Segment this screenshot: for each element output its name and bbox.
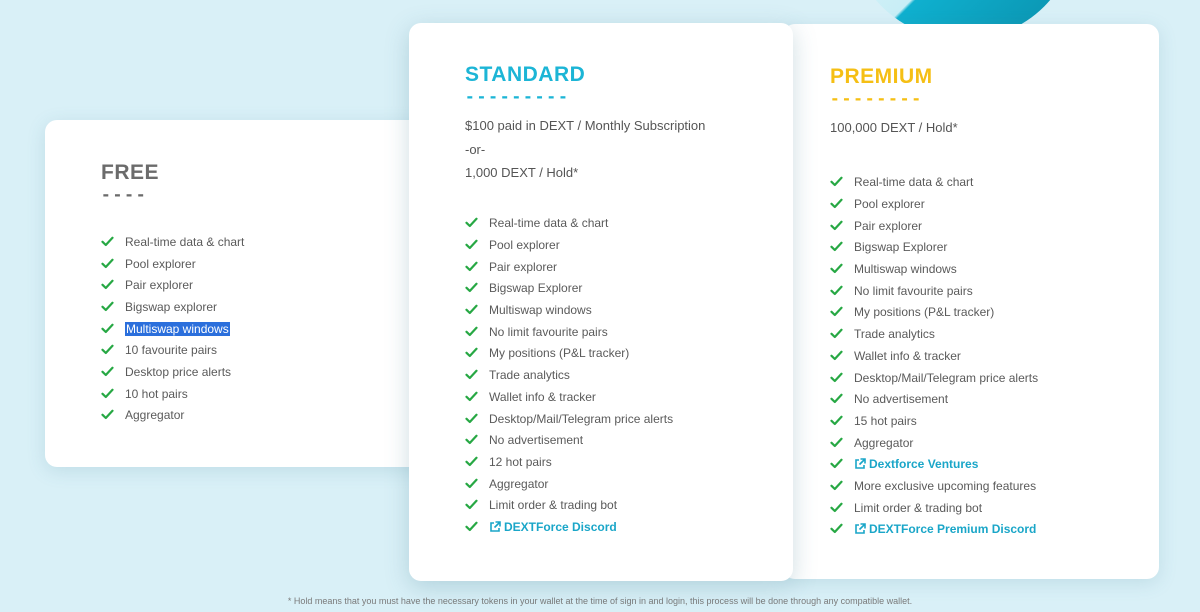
dextforce-premium-discord-label: DEXTForce Premium Discord	[869, 522, 1037, 537]
check-icon	[101, 409, 125, 421]
list-item	[830, 497, 1159, 519]
external-link-icon	[854, 523, 866, 535]
check-icon	[830, 176, 854, 188]
feature-label: Real-time data & chart	[489, 216, 609, 231]
feature-label: Pool explorer	[489, 238, 560, 253]
plan-title-standard: STANDARD	[465, 63, 586, 86]
check-icon	[465, 456, 489, 468]
list-item	[830, 323, 1159, 345]
check-icon	[830, 198, 854, 210]
list-item	[465, 364, 793, 386]
check-icon	[465, 434, 489, 446]
feature-label: Limit order & trading bot	[854, 500, 983, 515]
check-icon	[101, 279, 125, 291]
feature-label: My positions (P&L tracker)	[854, 305, 995, 320]
dextforce-ventures-link[interactable]	[854, 457, 978, 471]
check-icon	[830, 502, 854, 514]
feature-label: 12 hot pairs	[489, 454, 552, 469]
list-item	[830, 215, 1159, 237]
list-item	[465, 451, 793, 473]
list-item	[465, 429, 793, 451]
list-item	[830, 388, 1159, 410]
feature-label: Wallet info & tracker	[489, 389, 596, 404]
list-item	[830, 258, 1159, 280]
check-icon	[465, 499, 489, 511]
feature-label: Multiswap windows	[854, 262, 957, 277]
list-item	[830, 410, 1159, 432]
feature-label: Desktop/Mail/Telegram price alerts	[489, 411, 674, 426]
check-icon	[101, 301, 125, 313]
title-underline-free: ----	[101, 188, 148, 202]
external-link-icon	[854, 458, 866, 470]
feature-label: Pair explorer	[854, 218, 923, 233]
feature-label: Desktop price alerts	[125, 364, 232, 379]
check-icon	[830, 220, 854, 232]
feature-label: Pool explorer	[125, 256, 196, 271]
list-item	[465, 408, 793, 430]
list-item	[101, 339, 445, 361]
feature-label: Multiswap windows	[489, 303, 592, 318]
list-item	[830, 280, 1159, 302]
feature-label: Bigswap explorer	[125, 299, 218, 314]
feature-label: Bigswap Explorer	[854, 240, 948, 255]
list-item	[465, 234, 793, 256]
feature-list-standard	[465, 213, 793, 538]
list-item	[101, 231, 445, 253]
check-icon	[830, 263, 854, 275]
dextforce-premium-discord-link[interactable]	[854, 522, 1036, 536]
check-icon	[101, 236, 125, 248]
list-item	[465, 494, 793, 516]
check-icon	[101, 388, 125, 400]
feature-label: 10 hot pairs	[125, 386, 188, 401]
plan-card-premium	[783, 24, 1159, 579]
check-icon	[465, 217, 489, 229]
list-item	[465, 321, 793, 343]
list-item	[830, 193, 1159, 215]
feature-label: No limit favourite pairs	[854, 283, 973, 298]
feature-label: No advertisement	[854, 392, 949, 407]
check-icon	[830, 415, 854, 427]
check-icon	[465, 347, 489, 359]
list-item	[101, 318, 445, 340]
feature-label: Desktop/Mail/Telegram price alerts	[854, 370, 1039, 385]
check-icon	[465, 478, 489, 490]
feature-label: Limit order & trading bot	[489, 498, 618, 513]
feature-label: Aggregator	[489, 476, 549, 491]
feature-label: Trade analytics	[489, 368, 570, 383]
price-line: 100,000 DEXT / Hold*	[830, 120, 958, 135]
price-line: -or-	[465, 141, 486, 157]
feature-label: 10 favourite pairs	[125, 343, 218, 358]
check-icon	[101, 366, 125, 378]
check-icon	[465, 261, 489, 273]
price-premium	[830, 116, 1159, 140]
check-icon	[101, 344, 125, 356]
hold-footnote: * Hold means that you must have the necessary tokens in your wallet at the time of sign in and login, this process will be done through any compatible wallet.	[287, 596, 913, 606]
check-icon	[830, 372, 854, 384]
feature-label: 15 hot pairs	[854, 413, 917, 428]
check-icon	[830, 328, 854, 340]
price-line: $100 paid in DEXT / Monthly Subscription	[465, 118, 706, 133]
check-icon	[465, 391, 489, 403]
check-icon	[830, 393, 854, 405]
dextforce-discord-link[interactable]	[489, 520, 617, 534]
check-icon	[101, 258, 125, 270]
feature-label: Aggregator	[125, 408, 185, 423]
list-item	[465, 256, 793, 278]
feature-label: Aggregator	[854, 435, 914, 450]
feature-label: Pair explorer	[125, 278, 194, 293]
list-item	[101, 405, 445, 427]
check-icon	[830, 458, 854, 470]
feature-label: No advertisement	[489, 433, 584, 448]
feature-label: Pair explorer	[489, 259, 558, 274]
check-icon	[830, 241, 854, 253]
check-icon	[830, 285, 854, 297]
list-item	[830, 345, 1159, 367]
check-icon	[101, 323, 125, 335]
feature-label: Real-time data & chart	[854, 175, 974, 190]
list-item	[465, 473, 793, 495]
feature-label: Trade analytics	[854, 327, 935, 342]
list-item	[465, 278, 793, 300]
check-icon	[830, 350, 854, 362]
check-icon	[830, 437, 854, 449]
feature-list-premium	[830, 172, 1159, 541]
feature-label: No limit favourite pairs	[489, 324, 608, 339]
title-underline-standard: ---------	[465, 90, 570, 104]
list-item	[465, 213, 793, 235]
check-icon	[465, 521, 489, 533]
plan-title-premium: PREMIUM	[830, 65, 933, 88]
feature-label: Pool explorer	[854, 197, 925, 212]
list-item	[830, 302, 1159, 324]
list-item	[101, 361, 445, 383]
feature-label-selected: Multiswap windows	[126, 321, 229, 336]
list-item	[465, 386, 793, 408]
list-item	[830, 519, 1159, 541]
check-icon	[830, 523, 854, 535]
price-line: 1,000 DEXT / Hold*	[465, 165, 579, 180]
list-item	[830, 432, 1159, 454]
feature-label: More exclusive upcoming features	[854, 478, 1037, 493]
check-icon	[830, 306, 854, 318]
plan-card-free	[45, 120, 445, 467]
list-item	[101, 274, 445, 296]
list-item	[101, 383, 445, 405]
list-item	[830, 172, 1159, 194]
check-icon	[465, 304, 489, 316]
check-icon	[465, 326, 489, 338]
feature-list-free	[101, 231, 445, 426]
plan-card-standard	[409, 23, 793, 581]
check-icon	[465, 413, 489, 425]
feature-label: Wallet info & tracker	[854, 348, 961, 363]
plan-title-free: FREE	[101, 161, 160, 184]
list-item	[830, 453, 1159, 475]
list-item	[830, 367, 1159, 389]
list-item	[465, 343, 793, 365]
feature-label: My positions (P&L tracker)	[489, 346, 630, 361]
list-item	[465, 299, 793, 321]
list-item	[101, 253, 445, 275]
check-icon	[830, 480, 854, 492]
external-link-icon	[489, 521, 501, 533]
feature-label: Real-time data & chart	[125, 234, 245, 249]
list-item	[101, 296, 445, 318]
dextforce-discord-label: DEXTForce Discord	[504, 519, 617, 534]
list-item	[830, 237, 1159, 259]
list-item	[465, 516, 793, 538]
price-standard	[465, 114, 793, 185]
title-underline-premium: --------	[830, 92, 924, 106]
check-icon	[465, 369, 489, 381]
check-icon	[465, 239, 489, 251]
feature-label: Bigswap Explorer	[489, 281, 583, 296]
list-item	[830, 475, 1159, 497]
check-icon	[465, 282, 489, 294]
dextforce-ventures-label: Dextforce Ventures	[869, 457, 979, 472]
